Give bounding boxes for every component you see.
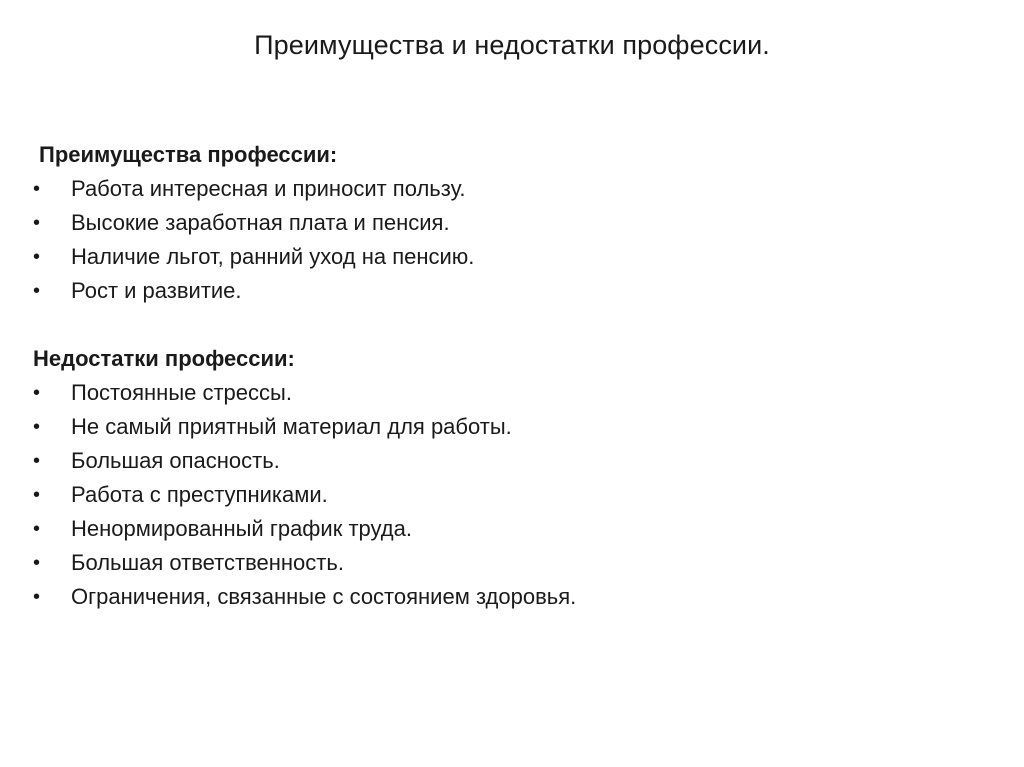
advantage-text: Наличие льгот, ранний уход на пенсию. <box>71 244 475 269</box>
disadvantage-item <box>33 512 793 546</box>
disadvantage-item <box>33 410 793 444</box>
disadvantages-heading: Недостатки профессии: <box>33 346 295 371</box>
disadvantage-text: Ограничения, связанные с состоянием здоровья. <box>71 584 577 609</box>
advantage-item <box>33 240 793 274</box>
bullet-icon: • <box>33 416 41 438</box>
disadvantage-text: Постоянные стрессы. <box>71 380 292 405</box>
bullet-icon: • <box>33 586 41 608</box>
advantage-item <box>33 274 793 308</box>
bullet-icon: • <box>33 484 41 506</box>
bullet-icon: • <box>33 246 41 268</box>
advantage-text: Рост и развитие. <box>71 278 242 303</box>
slide-title: Преимущества и недостатки профессии. <box>254 30 770 60</box>
disadvantage-text: Большая ответственность. <box>71 550 344 575</box>
disadvantage-item <box>33 580 793 614</box>
advantages-list <box>33 172 793 308</box>
bullet-icon: • <box>33 450 41 472</box>
disadvantage-item <box>33 478 793 512</box>
bullet-icon: • <box>33 382 41 404</box>
disadvantages-list <box>33 376 793 614</box>
bullet-icon: • <box>33 518 41 540</box>
bullet-icon: • <box>33 178 41 200</box>
disadvantage-text: Ненормированный график труда. <box>71 516 412 541</box>
disadvantage-text: Не самый приятный материал для работы. <box>71 414 512 439</box>
advantage-text: Высокие заработная плата и пенсия. <box>71 210 450 235</box>
disadvantage-item <box>33 546 793 580</box>
advantages-heading: Преимущества профессии: <box>39 142 338 167</box>
advantages-section <box>33 137 793 308</box>
advantage-item <box>33 206 793 240</box>
disadvantage-text: Работа с преступниками. <box>71 482 328 507</box>
bullet-icon: • <box>33 212 41 234</box>
disadvantage-text: Большая опасность. <box>71 448 280 473</box>
disadvantage-item <box>33 376 793 410</box>
advantage-text: Работа интересная и приносит пользу. <box>71 176 466 201</box>
bullet-icon: • <box>33 552 41 574</box>
advantage-item <box>33 172 793 206</box>
bullet-icon: • <box>33 280 41 302</box>
disadvantages-section <box>33 341 793 614</box>
disadvantage-item <box>33 444 793 478</box>
